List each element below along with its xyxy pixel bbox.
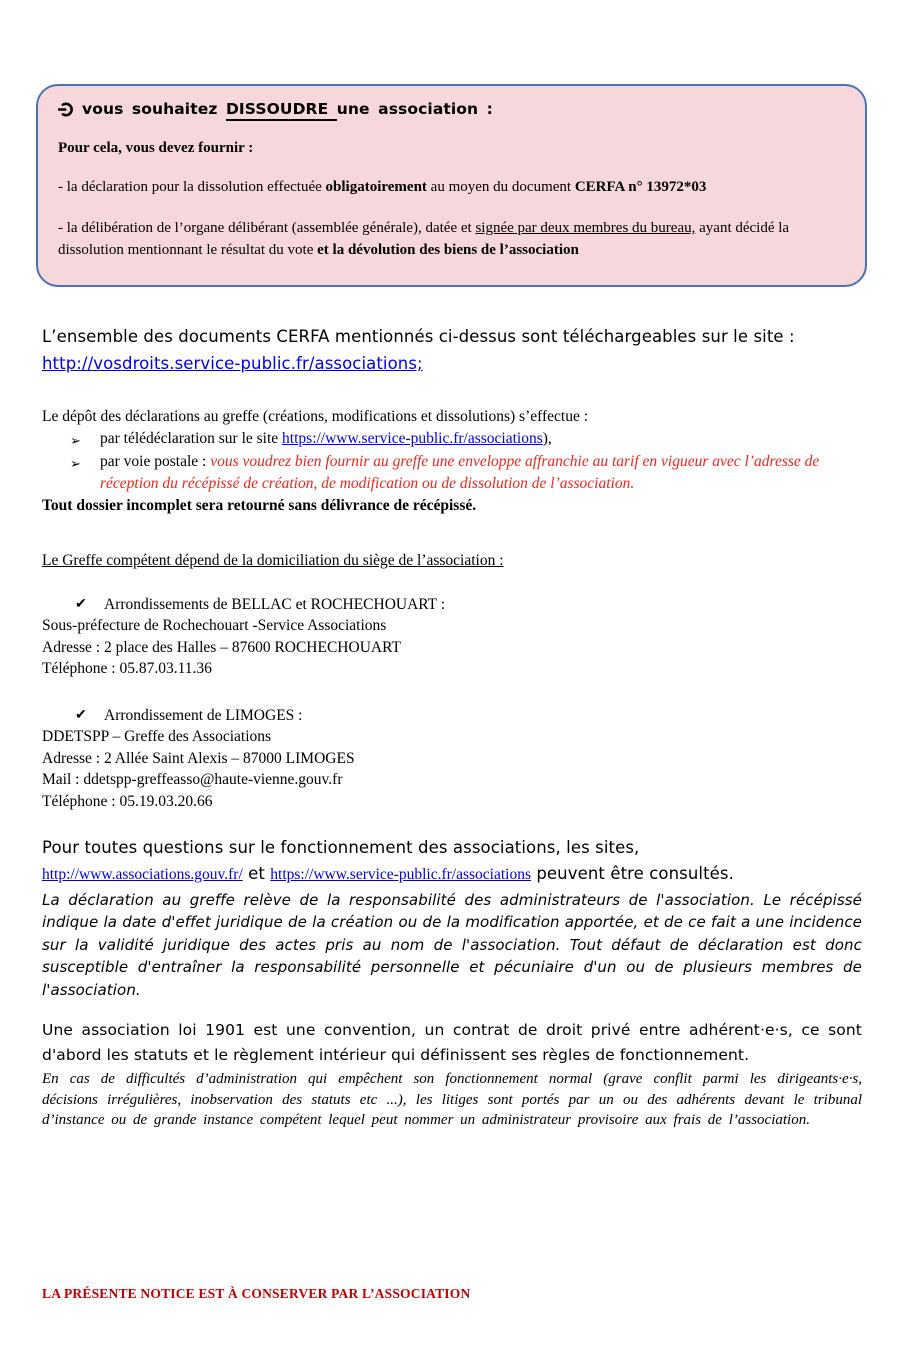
greffe-block-bellac (42, 594, 862, 680)
bullet-text (100, 428, 862, 452)
page-content (0, 323, 900, 1131)
service-public-link[interactable]: https://www.service-public.fr/associations (282, 429, 543, 447)
red-italic-note: vous voudrez bien fournir au greffe une enveloppe affranchie au tarif en vigueur avec l’adresse de réception du récépissé de création, de modification ou de dissolution de l’association. (100, 453, 820, 492)
text-segment: par télédéclaration sur le site (100, 429, 283, 447)
questions-heading: Pour toutes questions sur le fonctionnement des associations, les sites, (42, 838, 640, 857)
associations-gouv-link[interactable]: http://www.associations.gouv.fr/ (42, 866, 243, 883)
depot-item-voie-postale (42, 451, 862, 494)
box-title-text (82, 100, 493, 118)
box-title (58, 100, 845, 118)
responsabilite-paragraph: La déclaration au greffe relève de la responsabilité des administrateurs de l'association. Le récépissé indique la date d'effet juridique de la création ou de la modification apportée, et de ce fait a une incidence sur la validité juridique des actes pris au nom de l'association. Tout défaut de déclaration est donc susceptible d'entraîner la responsabilité personnelle et pécuniaire d'un ou de plusieurs membres de l'association. (42, 891, 862, 999)
greffe-heading: Le Greffe compétent dépend de la domiciliation du siège de l’association : (42, 551, 504, 569)
greffe-block-limoges (42, 705, 862, 813)
litiges-paragraph: En cas de difficultés d’administration qui empêchent son fonctionnement normal (grave conflit parmi les dirigeants·e·s, décisions irrégulières, inobservation des statuts etc ...), les litiges sont portés par un ou des adhérents devant le tribunal d’instance ou de grande instance compétent lequel peut nommer un administrateur provisoire aux frais de l’association. (42, 1071, 862, 1129)
dissoudre-callout-box (36, 84, 867, 287)
vosdroits-link-line (42, 350, 862, 377)
limoges-address: Adresse : 2 Allée Saint Alexis – 87000 LIMOGES (42, 749, 355, 767)
text-bold: obligatoirement (325, 179, 427, 195)
text-segment: peuvent être consultés. (531, 864, 734, 883)
bellac-phone: Téléphone : 05.87.03.11.36 (42, 660, 212, 677)
loi1901-paragraph: Une association loi 1901 est une convention, un contrat de droit privé entre adhérent·e·s, ce sont d'abord les statuts et le règlement intérieur qui définissent ses règles de fonctionnement. (42, 1021, 862, 1064)
title-part: vous souhaitez (82, 100, 226, 118)
limoges-title-row (42, 705, 862, 727)
text-underlined: signée par deux membres du bureau, (475, 220, 696, 236)
text-segment: - la déclaration pour la dissolution effectuée (58, 179, 326, 195)
cerfa-number: CERFA n° 13972*03 (574, 179, 707, 195)
depot-item-teledeclaration (42, 428, 862, 452)
conservation-notice: LA PRÉSENTE NOTICE EST À CONSERVER PAR L’ASSOCIATION (42, 1286, 471, 1301)
limoges-mail: Mail : ddetspp-greffeasso@haute-vienne.gouv.fr (42, 771, 343, 788)
depot-section (42, 406, 862, 517)
title-dissoudre: DISSOUDRE (226, 100, 337, 121)
arrowhead-bullet-icon: ➢ (70, 432, 81, 448)
text-segment: ayant décidé la dissolution mentionnant le résultat du vote (58, 220, 790, 258)
checkmark-icon: ✔ (75, 707, 87, 723)
limoges-phone: Téléphone : 05.19.03.20.66 (42, 792, 213, 810)
limoges-title: Arrondissement de LIMOGES : (104, 706, 303, 724)
bullet-text (100, 451, 862, 494)
vosdroits-link[interactable]: http://vosdroits.service-public.fr/associations; (42, 354, 423, 373)
text-segment: - la délibération de l’organe délibérant (assemblée générale), datée et (58, 220, 476, 236)
document-page (0, 84, 900, 1357)
curved-arrow-icon (58, 102, 73, 117)
box-item-deliberation (58, 217, 845, 261)
text-bold: et la dévolution des biens de l’association (317, 242, 579, 258)
text-segment: par voie postale : (100, 453, 211, 470)
bellac-address: Adresse : 2 place des Halles – 87600 ROCHECHOUART (42, 638, 401, 656)
bellac-title-row (42, 594, 862, 616)
text-segment: au moyen du document (426, 179, 575, 195)
incomplete-dossier-warning: Tout dossier incomplet sera retourné sans délivrance de récépissé. (42, 497, 477, 514)
arrowhead-bullet-icon: ➢ (70, 456, 81, 471)
box-item-declaration (58, 176, 845, 198)
cerfa-download-line: L’ensemble des documents CERFA mentionnés ci-dessus sont téléchargeables sur le site : (42, 327, 795, 346)
bellac-line: Sous-préfecture de Rochechouart -Service Associations (42, 617, 387, 634)
checkmark-icon: ✔ (75, 596, 87, 612)
questions-links-line (42, 861, 862, 888)
bellac-title: Arrondissements de BELLAC et ROCHECHOUART : (104, 595, 446, 613)
text-segment: et (242, 864, 271, 883)
title-part: une association : (336, 100, 493, 118)
limoges-line: DDETSPP – Greffe des Associations (42, 728, 272, 745)
text-segment: ), (542, 429, 552, 447)
box-intro: Pour cela, vous devez fournir : (58, 140, 254, 156)
depot-intro: Le dépôt des déclarations au greffe (créations, modifications et dissolutions) s’effectue : (42, 408, 589, 425)
service-public-link-2[interactable]: https://www.service-public.fr/associations (270, 866, 531, 883)
